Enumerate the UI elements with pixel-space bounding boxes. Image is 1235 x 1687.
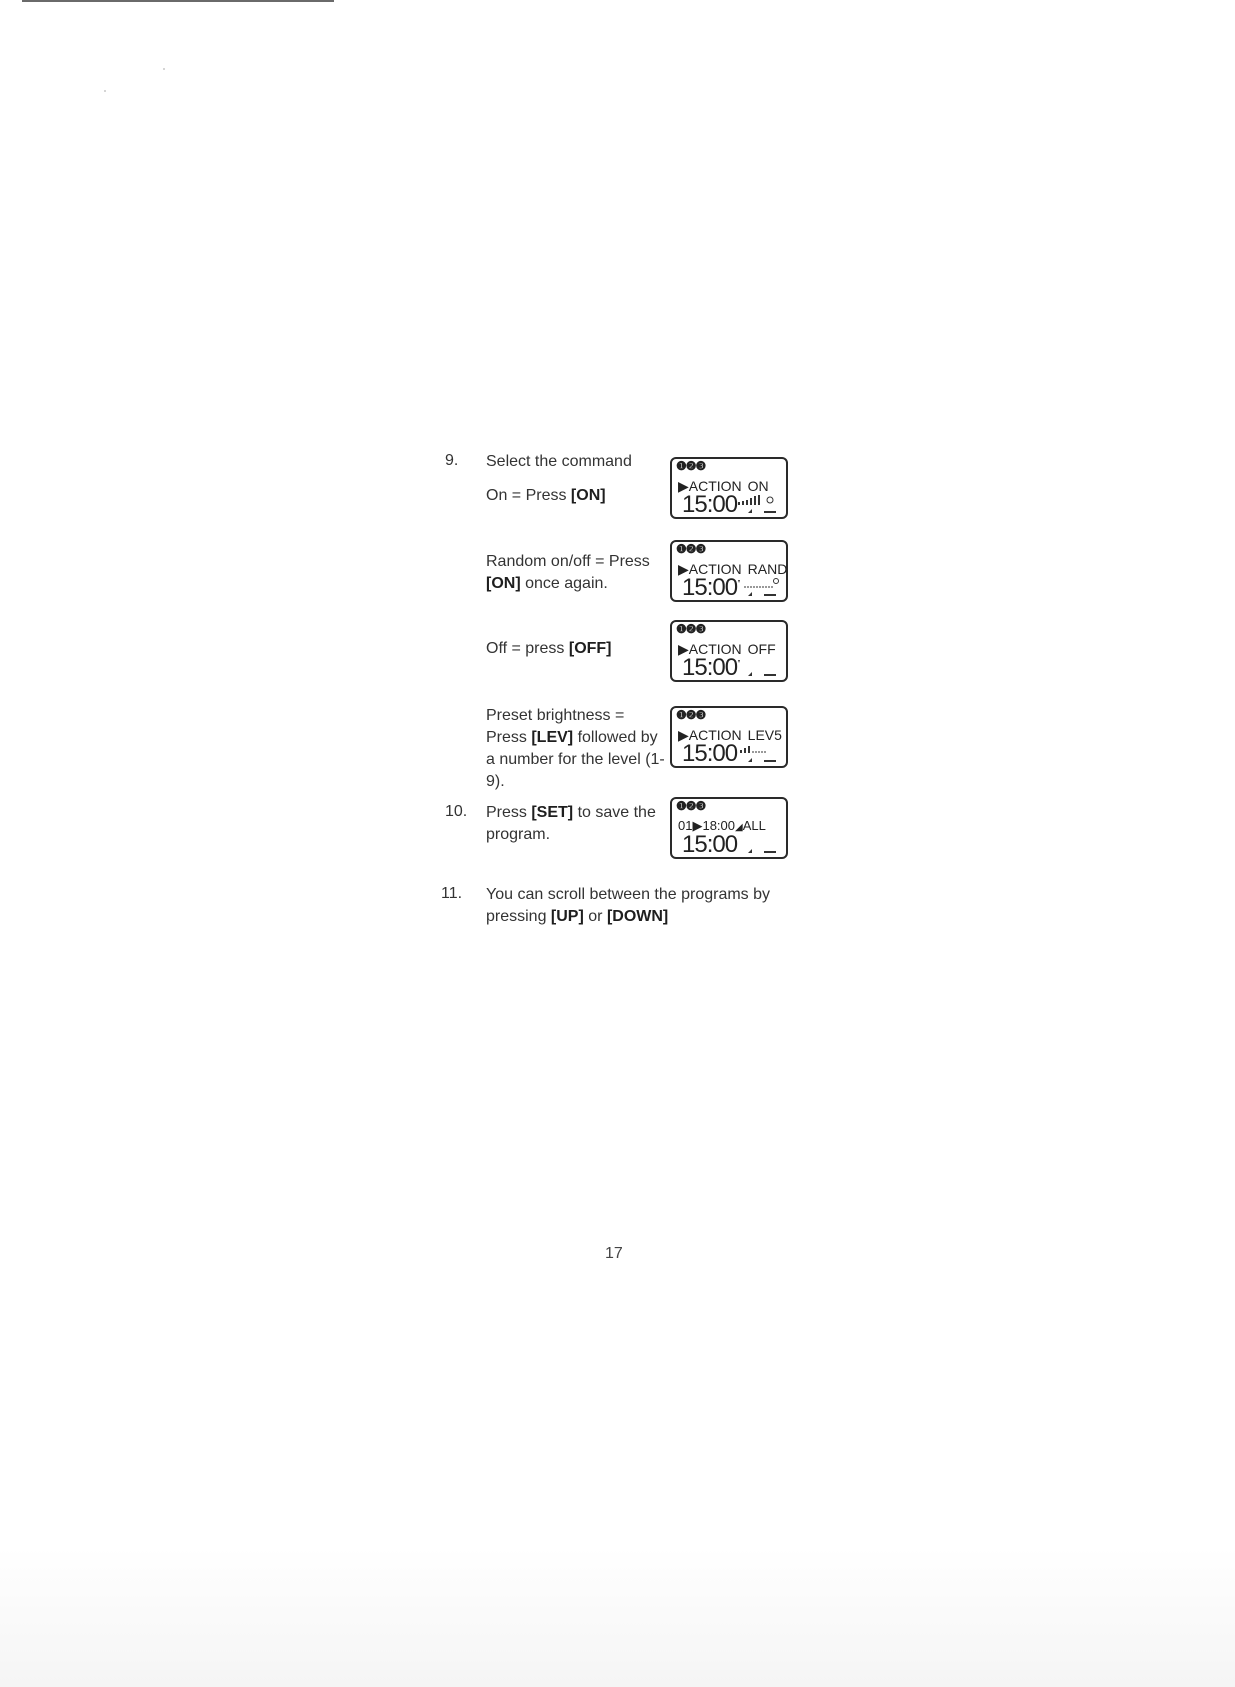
lcd-time: 15:00 [682, 574, 738, 601]
key-up: [UP] [550, 908, 584, 925]
key-off: [OFF] [568, 640, 612, 657]
step-number: 10. [445, 803, 468, 820]
option-off-text: Off = press [OFF] [486, 640, 612, 657]
arrow-icon: ▶ [692, 818, 703, 833]
program-circles-icon: ❶❷❸ [676, 799, 706, 813]
program-circles-icon: ❶❷❸ [676, 622, 706, 636]
level-bars-icon [736, 742, 782, 764]
step-text: You can scroll between the programs by pressing [UP] or [DOWN] [486, 886, 771, 925]
random-indicator-icon [736, 576, 782, 598]
program-circles-icon: ❶❷❸ [676, 542, 706, 556]
key-on: [ON] [570, 487, 606, 504]
option-on-text: On = Press [ON] [486, 487, 606, 504]
lcd-display-action-off: ❶❷❸ ▶ACTION OFF 15:00 [670, 620, 788, 682]
key-set: [SET] [531, 804, 574, 821]
step-number: 9. [445, 452, 459, 469]
option-level-text: Preset brightness = Press [LEV] followed by a number for the level (1-9). [486, 707, 665, 790]
option-random-text: Random on/off = Press [ON] once again. [486, 553, 650, 592]
signal-bars-icon [730, 493, 782, 515]
arrow-icon: ▶ [678, 561, 689, 577]
step-text: Press [SET] to save the program. [486, 804, 656, 843]
step-text: Select the command [486, 453, 632, 470]
scan-speck [104, 90, 106, 92]
program-circles-icon: ❶❷❸ [676, 459, 706, 473]
page-number: 17 [605, 1245, 623, 1262]
lcd-display-action-lev5: ❶❷❸ ▶ACTION LEV5 15:00 [670, 706, 788, 768]
arrow-icon: ▶ [678, 641, 689, 657]
scan-shading [0, 1547, 1235, 1687]
arrow-icon: ▶ [678, 727, 689, 743]
step-number: 11. [441, 885, 463, 902]
key-on: [ON] [486, 575, 521, 592]
lcd-time: 15:00 [682, 740, 738, 767]
key-lev: [LEV] [531, 729, 574, 746]
lcd-display-action-rand: ❶❷❸ ▶ACTION RAND 15:00 [670, 540, 788, 602]
lcd-display-action-on: ❶❷❸ ▶ACTION ON 15:00 [670, 457, 788, 519]
key-down: [DOWN] [606, 908, 669, 925]
lcd-time: 15:00 [682, 491, 738, 518]
lcd-display-program-saved: ❶❷❸ 01▶18:00◢ALL 15:00 [670, 797, 788, 859]
level-icon: ◢ [735, 822, 743, 833]
lcd-time: 15:00 [682, 831, 738, 858]
arrow-icon: ▶ [678, 478, 689, 494]
status-indicator-icon [736, 833, 782, 855]
scan-top-rule [22, 0, 334, 2]
lcd-time: 15:00 [682, 654, 738, 681]
scan-speck [163, 68, 165, 70]
off-indicator-icon [736, 656, 782, 678]
program-circles-icon: ❶❷❸ [676, 708, 706, 722]
